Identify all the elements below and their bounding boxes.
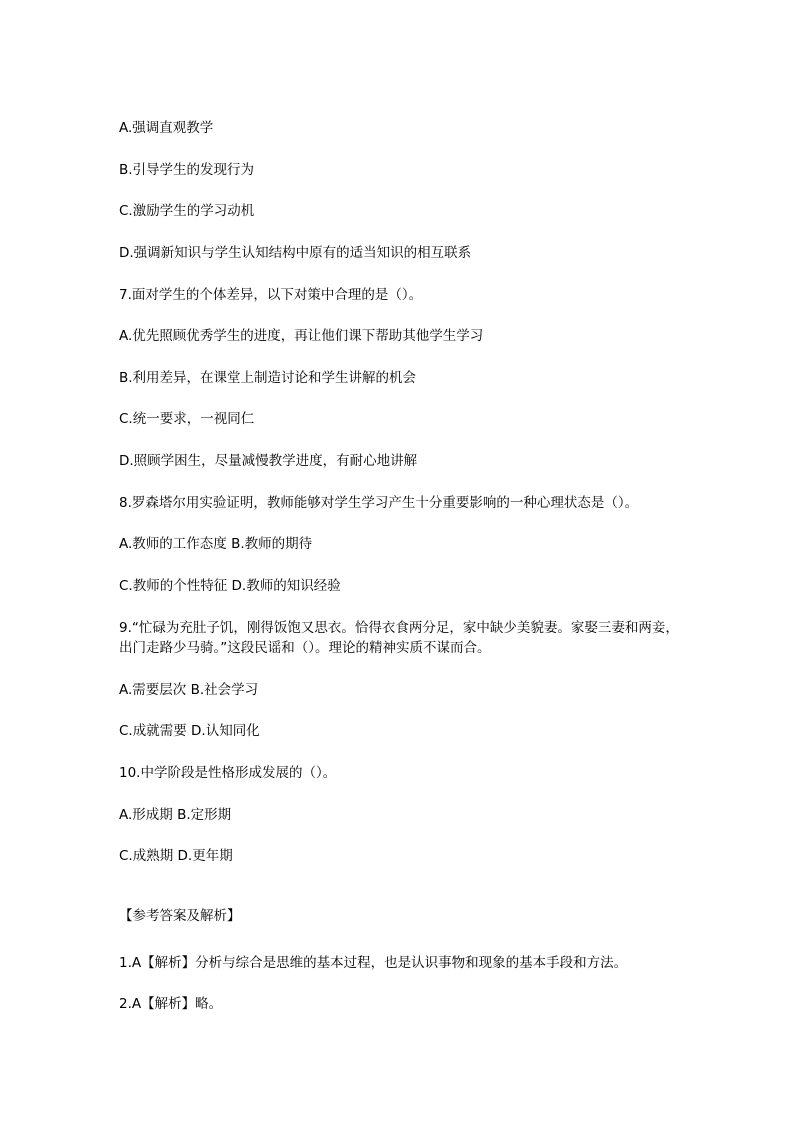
option-c-q6: C.激励学生的学习动机: [119, 203, 255, 219]
options-ab-q10: A.形成期 B.定形期: [119, 807, 232, 823]
question-8: 8.罗森塔尔用实验证明，教师能够对学生学习产生十分重要影响的一种心理状态是（）。: [119, 495, 639, 511]
answer-1: 1.A【解析】分析与综合是思维的基本过程，也是认识事物和现象的基本手段和方法。: [119, 955, 628, 971]
question-9: 9.“忙碌为充肚子饥，刚得饭饱又思衣。恰得衣食两分足，家中缺少美貌妻。家娶三妻和两妾，出门走路少马骑。”这段民谣和（）。理论的精神实质不谋而合。: [119, 620, 679, 656]
answer-2: 2.A【解析】略。: [119, 996, 223, 1012]
option-b-q6: B.引导学生的发现行为: [119, 162, 255, 178]
options-cd-q10: C.成熟期 D.更年期: [119, 848, 233, 864]
option-a-q6: A.强调直观教学: [119, 120, 214, 136]
question-10: 10.中学阶段是性格形成发展的（）。: [119, 765, 337, 781]
question-7: 7.面对学生的个体差异，以下对策中合理的是（）。: [119, 287, 423, 303]
option-c-q7: C.统一要求，一视同仁: [119, 411, 255, 427]
options-ab-q9: A.需要层次 B.社会学习: [119, 682, 259, 698]
option-d-q6: D.强调新知识与学生认知结构中原有的适当知识的相互联系: [119, 245, 472, 261]
options-ab-q8: A.教师的工作态度 B.教师的期待: [119, 536, 313, 552]
option-b-q7: B.利用差异，在课堂上制造讨论和学生讲解的机会: [119, 370, 417, 386]
option-a-q7: A.优先照顾优秀学生的进度，再让他们课下帮助其他学生学习: [119, 328, 484, 344]
option-d-q7: D.照顾学困生，尽量减慢教学进度，有耐心地讲解: [119, 453, 418, 469]
options-cd-q8: C.教师的个性特征 D.教师的知识经验: [119, 578, 341, 594]
answers-heading: 【参考答案及解析】: [119, 908, 241, 924]
options-cd-q9: C.成就需要 D.认知同化: [119, 723, 260, 739]
